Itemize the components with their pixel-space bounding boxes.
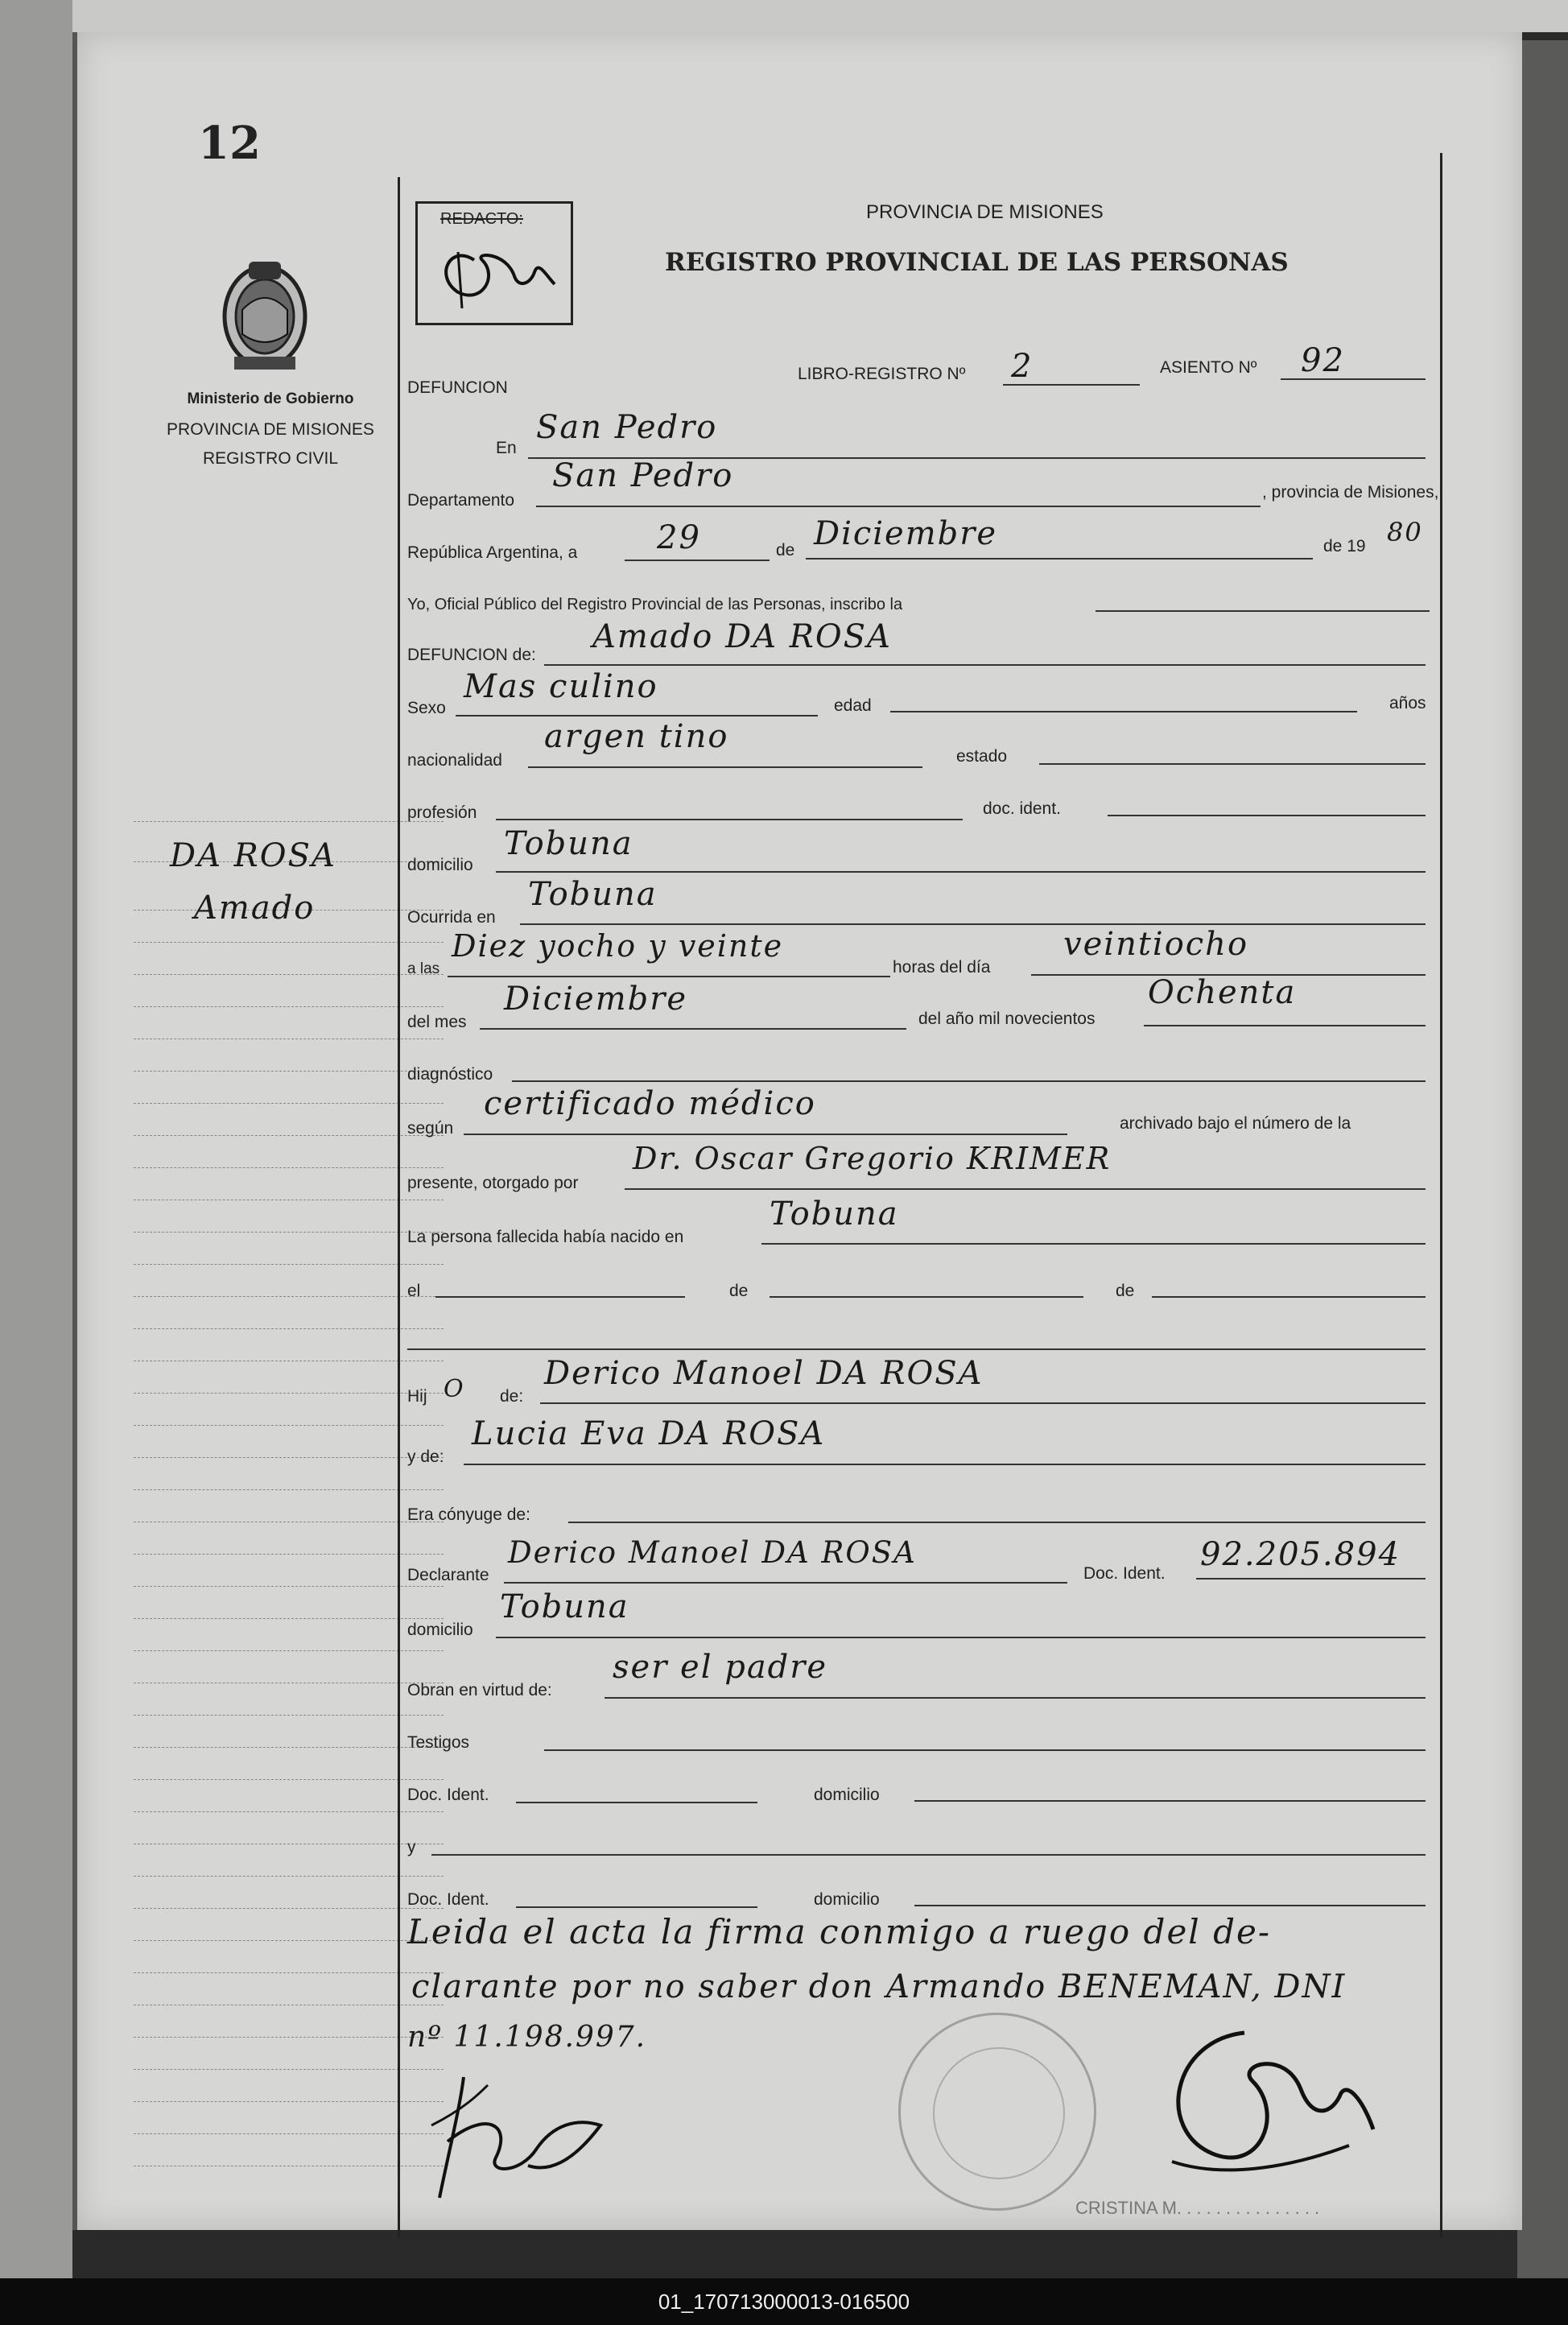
el-label: el	[407, 1282, 421, 1300]
estado-label: estado	[956, 747, 1008, 766]
testigo1-doc-label: Doc. Ident.	[407, 1786, 489, 1804]
closing-line-1: Leida el acta la firma conmigo a ruego del de-	[407, 1912, 1272, 1951]
hora-value: Diez yocho y veinte	[452, 928, 784, 964]
civil-registry-label: REGISTRO CIVIL	[202, 449, 339, 468]
ministry-label: Ministerio de Gobierno	[187, 390, 354, 407]
nacido-label: La persona fallecida había nacido en	[407, 1228, 684, 1246]
declarant-signature-icon	[415, 2061, 609, 2206]
act-type-label: DEFUNCION	[407, 378, 508, 397]
a-las-label: a las	[407, 960, 440, 977]
obran-label: Obran en virtud de:	[407, 1681, 552, 1699]
form-right-border	[1440, 153, 1442, 2238]
edad-label: edad	[834, 696, 872, 715]
testigo2-y-label: y	[407, 1838, 416, 1856]
header-province: PROVINCIA DE MISIONES	[866, 201, 1104, 223]
testigo2-domicilio-label: domicilio	[814, 1890, 880, 1909]
departamento-label: Departamento	[407, 491, 515, 510]
book-right-edge	[1517, 40, 1568, 2278]
certificado-value: certificado médico	[484, 1085, 816, 1122]
horas-label: horas del día	[893, 958, 991, 977]
asiento-label: ASIENTO Nº	[1160, 358, 1257, 377]
asiento-value: 92	[1301, 342, 1345, 379]
page-number: 12	[198, 117, 261, 170]
testigos-label: Testigos	[407, 1733, 470, 1752]
declarante-doc-value: 92.205.894	[1200, 1536, 1401, 1573]
scan-footer-id: 01_170713000013-016500	[0, 2278, 1568, 2325]
madre-value: Lucia Eva DA ROSA	[472, 1415, 826, 1452]
ocurrida-label: Ocurrida en	[407, 908, 496, 927]
dia-value: 29	[657, 519, 701, 556]
republica-label: República Argentina, a	[407, 543, 578, 562]
registry-title: REGISTRO PROVINCIAL DE LAS PERSONAS	[665, 248, 1289, 277]
domicilio-value: Tobuna	[504, 825, 633, 862]
testigo1-domicilio-label: domicilio	[814, 1786, 880, 1804]
archivado-label: archivado bajo el número de la	[1120, 1114, 1351, 1133]
redacto-stamp	[415, 201, 573, 325]
closing-line-2: clarante por no saber don Armando BENEMAN, DNI	[411, 1968, 1347, 2005]
de-19-label: de 19	[1323, 537, 1366, 555]
medico-value: Dr. Oscar Gregorio KRIMER	[633, 1141, 1112, 1176]
official-signature-icon	[1124, 2017, 1381, 2202]
ocurrida-value: Tobuna	[528, 876, 658, 913]
hijo-de-label: de:	[500, 1387, 524, 1406]
margin-given-name: Amado	[194, 890, 316, 927]
segun-label: según	[407, 1119, 454, 1138]
form-left-border	[398, 177, 400, 2238]
obran-value: ser el padre	[613, 1649, 828, 1686]
redacto-signature-icon	[426, 228, 563, 316]
seal-inscription: CRISTINA M. . . . . . . . . . . . . . .	[1075, 2198, 1320, 2218]
nacionalidad-label: nacionalidad	[407, 751, 502, 770]
scan-top-edge	[0, 0, 1568, 32]
hij-label: Hij	[407, 1387, 427, 1406]
libro-value: 2	[1011, 348, 1034, 385]
libro-label: LIBRO-REGISTRO Nº	[798, 365, 966, 383]
padre-value: Derico Manoel DA ROSA	[544, 1355, 984, 1392]
declarante-domicilio-label: domicilio	[407, 1621, 473, 1639]
margin-surname: DA ROSA	[170, 837, 336, 874]
declarante-label: Declarante	[407, 1566, 489, 1584]
presente-label: presente, otorgado por	[407, 1174, 579, 1192]
provincia-label: , provincia de Misiones,	[1262, 483, 1439, 502]
mes-letras-value: Diciembre	[504, 981, 688, 1018]
profesion-label: profesión	[407, 803, 477, 822]
nacionalidad-value: argen tino	[544, 718, 729, 755]
dia-letras-value: veintiocho	[1063, 926, 1249, 963]
y-de-label: y de:	[407, 1447, 444, 1466]
conyuge-label: Era cónyuge de:	[407, 1505, 530, 1524]
province-label: PROVINCIA DE MISIONES	[167, 420, 374, 439]
lugar-value: San Pedro	[536, 409, 718, 446]
nacido-value: Tobuna	[770, 1196, 899, 1233]
provincial-emblem-icon	[217, 254, 313, 374]
anos-label: años	[1389, 694, 1426, 712]
declarante-domicilio-value: Tobuna	[500, 1588, 629, 1625]
official-seal-icon	[898, 2013, 1096, 2211]
oficial-statement: Yo, Oficial Público del Registro Provincial de las Personas, inscribo la	[407, 596, 903, 613]
en-label: En	[496, 439, 517, 457]
mes-value: Diciembre	[814, 515, 998, 552]
de-label-2: de	[729, 1282, 749, 1300]
register-page	[72, 32, 1522, 2230]
fallecido-value: Amado DA ROSA	[592, 618, 892, 655]
closing-line-3: nº 11.198.997.	[407, 2021, 647, 2054]
declarante-value: Derico Manoel DA ROSA	[508, 1535, 917, 1570]
ano-value: 80	[1387, 517, 1423, 547]
declarante-doc-label: Doc. Ident.	[1083, 1564, 1166, 1583]
diagnostico-label: diagnóstico	[407, 1065, 493, 1084]
adjacent-page-edge	[0, 0, 72, 2278]
defuncion-de-label: DEFUNCION de:	[407, 646, 536, 664]
ano-letras-value: Ochenta	[1148, 974, 1297, 1011]
redacto-label: REDACTO:	[440, 210, 523, 228]
emblem-label-top	[252, 33, 257, 34]
doc-ident-label: doc. ident.	[983, 799, 1061, 818]
sexo-value: Mas culino	[464, 668, 658, 705]
departamento-value: San Pedro	[552, 457, 734, 494]
de-label-3: de	[1116, 1282, 1135, 1300]
hij-suffix: O	[444, 1375, 465, 1403]
sexo-label: Sexo	[407, 699, 446, 717]
domicilio-label: domicilio	[407, 856, 473, 874]
de-label-1: de	[776, 541, 795, 560]
testigo2-doc-label: Doc. Ident.	[407, 1890, 489, 1909]
del-mes-label: del mes	[407, 1013, 467, 1031]
del-ano-label: del año mil novecientos	[918, 1010, 1096, 1028]
